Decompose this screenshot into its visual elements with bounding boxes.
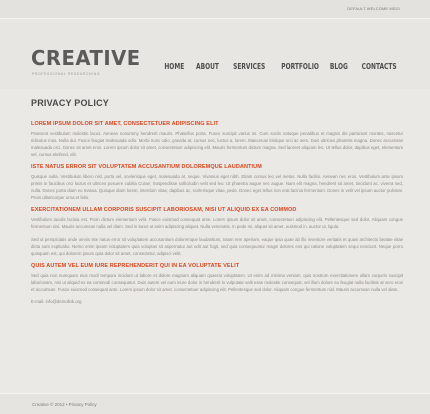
section-paragraph: Sed ut perspiciatis unde omnis iste natus error sit voluptatem accusantium doloremque laudantium, totam rem aperiam, eaque ipsa quae ab illo inventore veritatis et quasi architecto beatae vitae dicta sunt explicabo. Nemo enim ipsam voluptatem quia voluptas sit aspernatur aut odit aut fugit, sed quia consequuntur magni dolores eos qui ratione voluptatem sequi nesciunt. Neque porro quisquam est, qui dolorem ipsum quia dolor sit amet, consectetur, adipisci velit. [31,237,403,256]
top-bar [0,0,430,18]
nav-about[interactable]: ABOUT [196,62,220,71]
nav-services[interactable]: SERVICES [233,62,266,71]
section-heading-1: LOREM IPSUM DOLOR SIT AMET, CONSECTETUER ADIPISCING ELIT [31,121,219,127]
nav-blog[interactable]: BLOG [329,62,348,71]
section-paragraph: Vestibulum iaculis lacinia est. Proin dictum elementum velit. Fusce euismod consequat ante. Lorem ipsum dolor sit amet, consectetuer adipiscing elit. Pellentesque sed dolor. Aliquam congue fermentum nisl. Mauris accumsan nulla vel diam. Sed in lacus ut enim adipiscing aliquet. Nulla venenatis. In pede mi, aliquet sit amet, euismod in, auctor ut, ligula. [31,217,403,229]
contact-email[interactable]: E-mail: info@demolink.org [31,299,82,304]
nav-contacts[interactable]: CONTACTS [362,62,397,71]
section-heading-2: ISTE NATUS ERROR SIT VOLUPTATEM ACCUSANTIUM DOLOREMQUE LAUDANTIUM [31,164,262,170]
section-paragraph: Praesent vestibulum molestie lacus. Aenean nonummy hendrerit mauris. Phasellus porta. Fusce suscipit varius mi. Cum sociis natoque penatibus et magnis dis parturient montes, nascetur ridiculus mus. Nulla dui. Fusce feugiat malesuada odio. Morbi nunc odio, gravida at, cursus nec, luctus a, lorem. Maecenas tristique orci ac sem. Duis ultricies pharetra magna. Donec accumsan malesuada orci. Donec sit amet eros. Lorem ipsum dolor sit amet, consectetuer adipiscing elit. Mauris fermentum dictum magna. Sed laoreet aliquam leo. Ut tellus dolor, dapibus eget, elementum vel, cursus eleifend, elit. [31,131,403,157]
nav-portfolio[interactable]: PORTFOLIO [280,62,319,71]
footer-copyright: Creative © 2012 • Privacy Policy [32,402,97,407]
section-heading-3: EXERCITATIONEM ULLAM CORPORIS SUSCIPIT LABORIOSAM, NISI UT ALIQUID EX EA COMMOD [31,207,297,213]
page-title: PRIVACY POLICY [31,98,109,108]
main-content [31,98,403,304]
logo[interactable]: CREATIVE [31,46,141,70]
nav-home[interactable]: HOME [164,62,185,71]
section-paragraph: Quisque nulla. Vestibulum libero nisl, porta vel, scelerisque eget, malesuada at, neque. Vivamus eget nibh. Etiam cursus leo vel metus. Nulla facilisi. Aenean nec eros. Vestibulum ante ipsum primis in faucibus orci luctus et ultrices posuere cubilia Curae; Suspendisse sollicitudin velit sed leo. Ut pharetra augue nec augue. Nam elit magna, hendrerit sit amet, tincidunt ac, viverra sed, nulla. Donec porta diam eu massa. Quisque diam lorem, interdum vitae, dapibus ac, scelerisque vitae, pede. Donec eget tellus non erat lacinia fermentum. Donec in velit vel ipsum auctor pulvinar. Proin ullamcorper urna et felis. [31,174,403,200]
section-paragraph: Sed quia non numquam eius modi tempora incidunt ut labore et dolore magnam aliquam quaerat voluptatem. Ut enim ad minima veniam, quis nostrum exercitationem ullam corporis suscipit laboriosam, nisi ut aliquid ex ea commodi consequatur. Duis autem vel eum iriure dolor in hendrerit in vulputate velit esse molestie consequat, vel illum dolore eu feugiat nulla facilisis at vero eros et accumsan. Fusce euismod consequat ante. Lorem ipsum dolor sit amet, consectetuer adipiscing elit. Pellentesque sed dolor. Aliquam congue fermentum nisl. Mauris accumsan nulla vel diam. [31,273,403,292]
logo-tagline: PROFESSIONAL RESEARCHING [32,72,101,76]
main-nav [153,62,397,71]
section-heading-4: QUIS AUTEM VEL EUM IURE REPREHENDERIT QUI IN EA VOLUPTATE VELIT [31,263,240,269]
welcome-link[interactable]: DEFAULT WELCOME MSG! [347,6,400,11]
footer [0,393,430,414]
